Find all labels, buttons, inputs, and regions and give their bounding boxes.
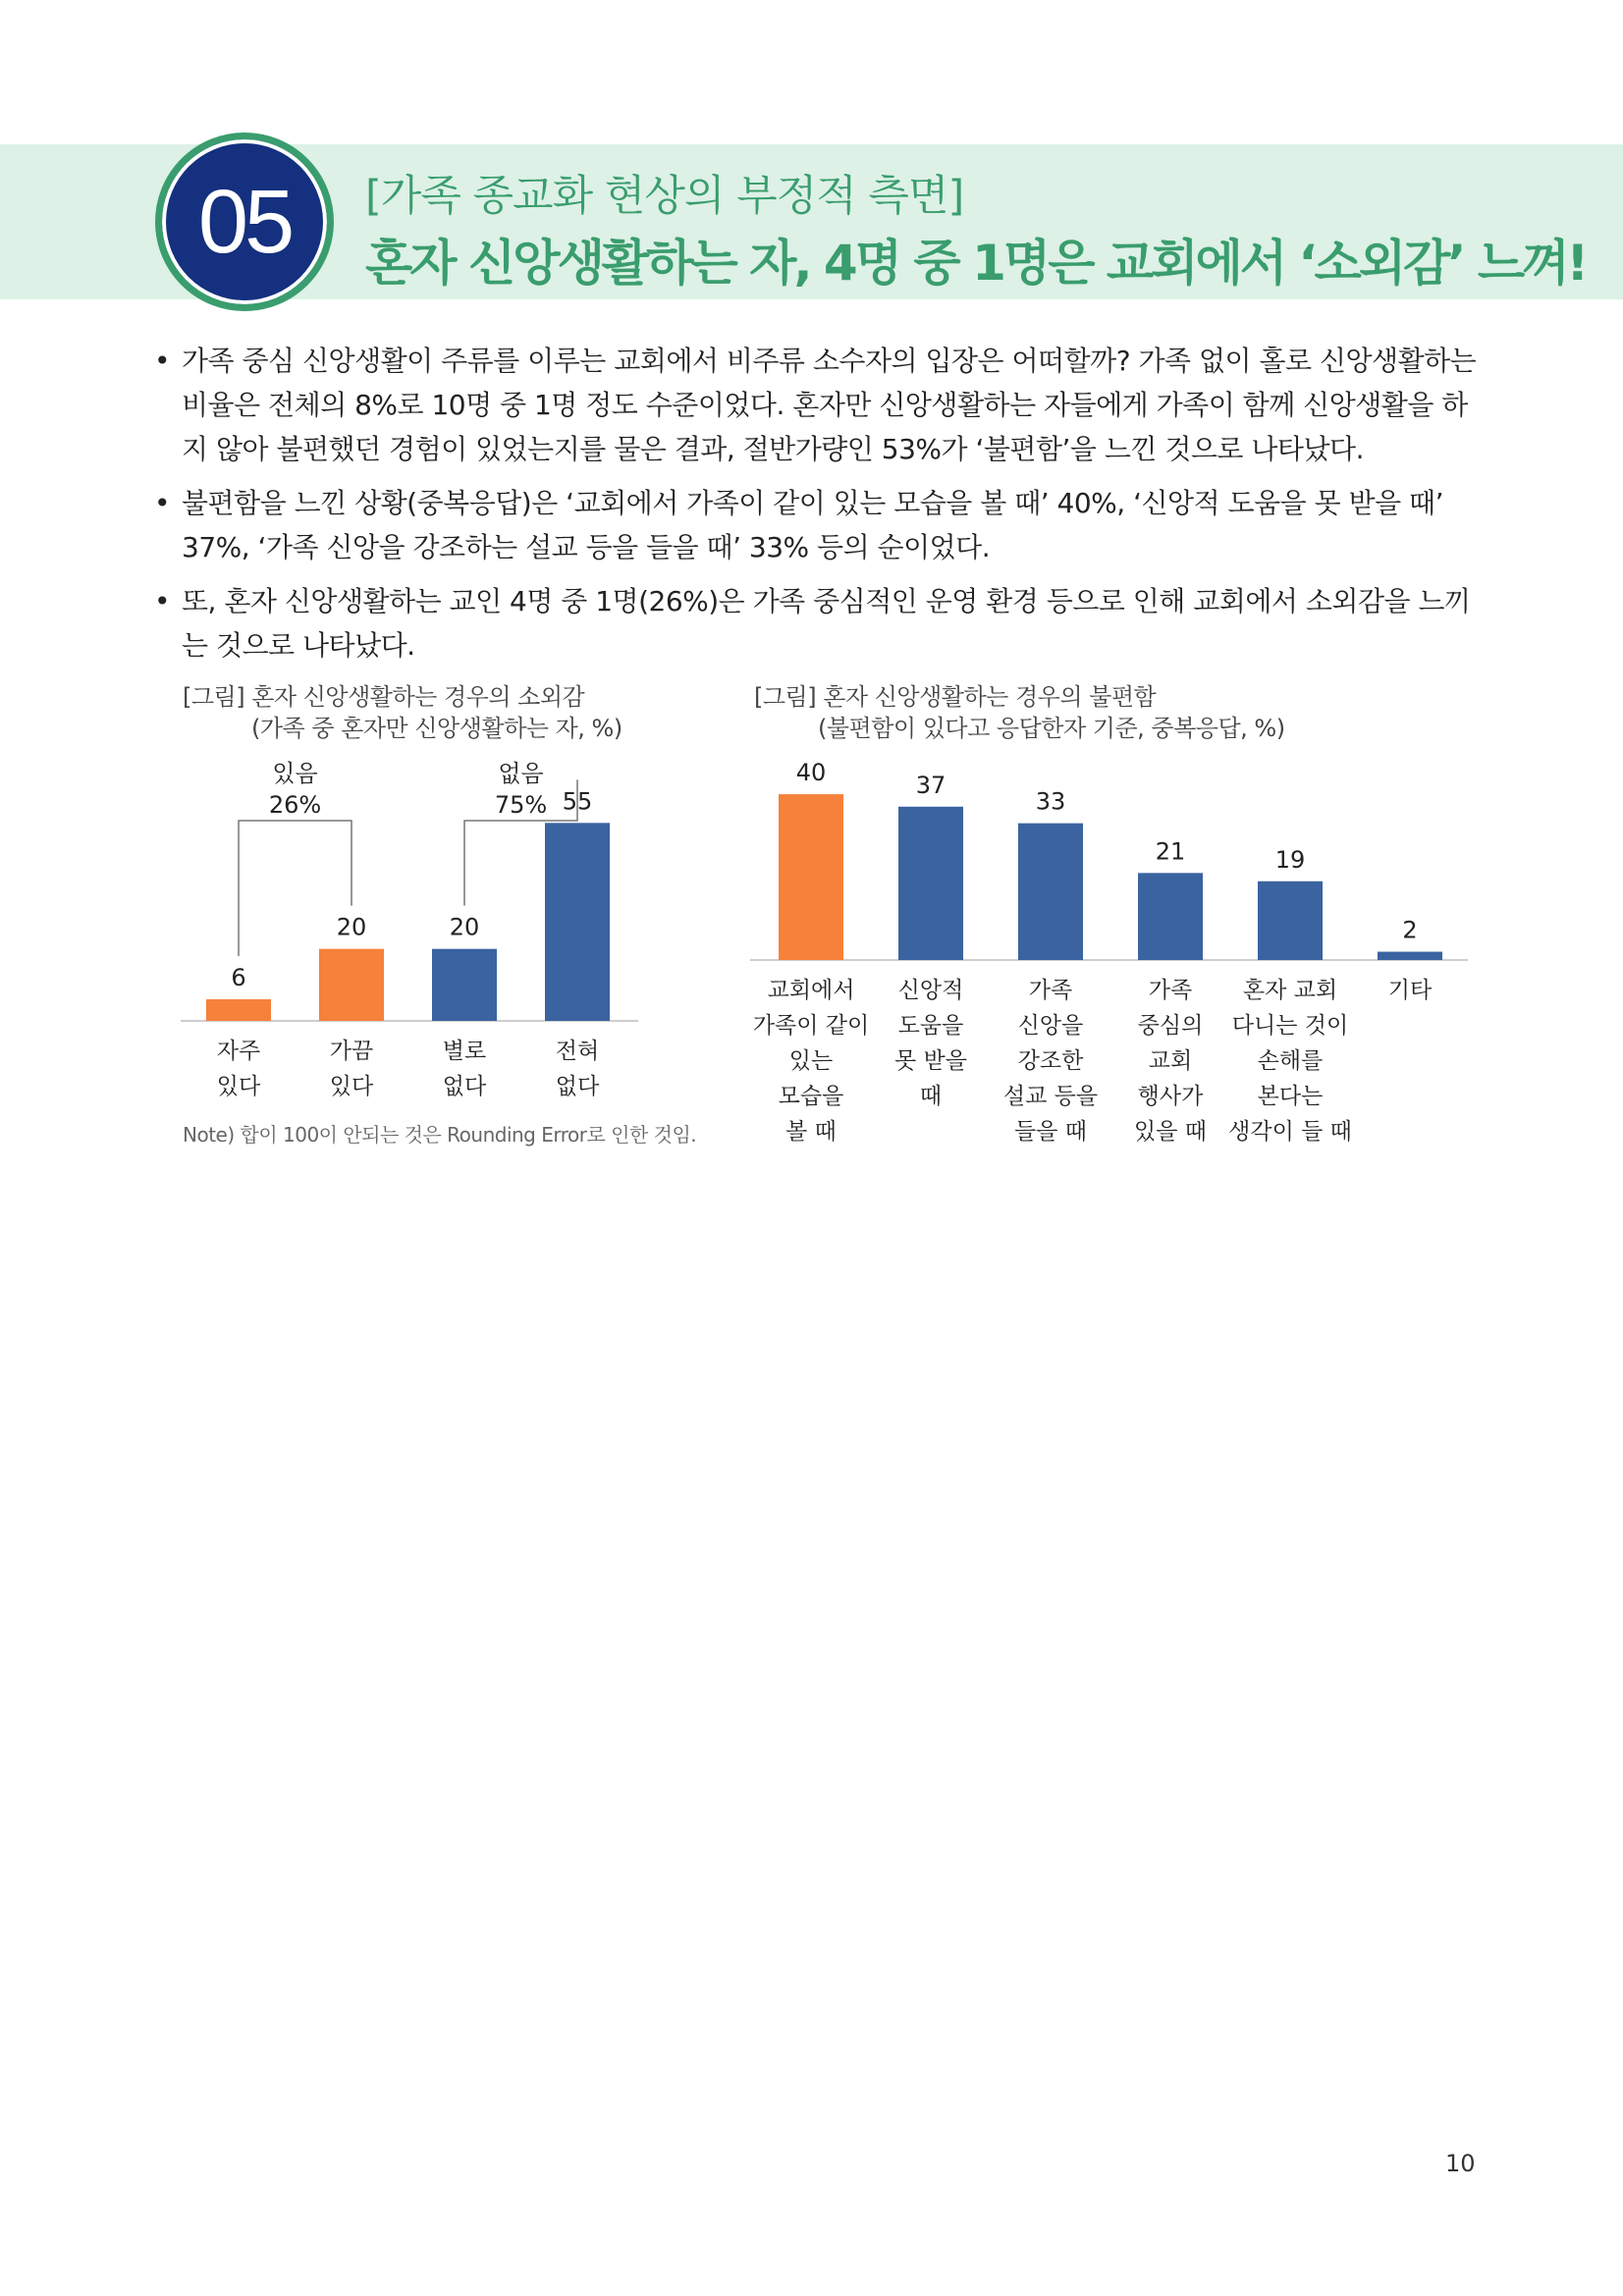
x-tick-label: 설교 등을 <box>1002 1084 1099 1109</box>
x-tick-label: 손해를 <box>1257 1048 1324 1074</box>
data-label: 20 <box>449 913 480 941</box>
chart1-title: [그림] 혼자 신앙생활하는 경우의 소외감 <box>183 683 585 711</box>
group-label: 있음 <box>272 760 318 787</box>
x-tick-label: 자주 <box>216 1039 261 1064</box>
x-tick-label: 없다 <box>555 1074 600 1099</box>
x-tick-label: 가족 <box>1028 978 1073 1003</box>
x-tick-label: 없다 <box>442 1074 487 1099</box>
x-tick-label: 있을 때 <box>1134 1119 1207 1145</box>
x-tick-label: 때 <box>919 1084 943 1109</box>
x-tick-label: 혼자 교회 <box>1242 978 1338 1003</box>
bar <box>319 949 384 1021</box>
page-number: 10 <box>1445 2150 1476 2177</box>
chart1-subtitle: (가족 중 혼자만 신앙생활하는 자, %) <box>251 715 622 742</box>
x-tick-label: 가끔 <box>329 1039 374 1064</box>
group-value: 75% <box>494 791 548 819</box>
bullet-item: • 불편함을 느낀 상황(중복응답)은 ‘교회에서 가족이 같이 있는 모습을 볼 때’ 40%, ‘신앙적 도움을 못 받을 때’ 37%, ‘가족 신앙을 강조하는 설교 등을 들을 때’ 33% 등의 순이었다. <box>154 481 1480 569</box>
data-label: 19 <box>1274 845 1306 874</box>
x-tick-label: 가족이 같이 <box>752 1013 870 1039</box>
bullet-dot-icon: • <box>154 585 171 617</box>
section-subtitle: [가족 종교화 현상의 부정적 측면] <box>365 172 964 221</box>
group-value: 26% <box>268 791 322 819</box>
chart2-subtitle: (불편함이 있다고 응답한자 기준, 중복응답, %) <box>818 715 1285 742</box>
x-tick-label: 신앙적 <box>897 978 964 1003</box>
bullet-dot-icon: • <box>154 487 171 519</box>
chart-isolation <box>177 746 648 1119</box>
chart2-title: [그림] 혼자 신앙생활하는 경우의 불편함 <box>754 683 1157 711</box>
bar <box>206 999 271 1021</box>
section-number-badge <box>155 133 334 311</box>
data-label: 6 <box>231 964 246 991</box>
bullet-list <box>154 339 1480 677</box>
data-label: 37 <box>915 771 947 799</box>
bar <box>898 807 963 960</box>
section-title: 혼자 신앙생활하는 자, 4명 중 1명은 교회에서 ‘소외감’ 느껴! <box>365 235 1587 292</box>
x-tick-label: 생각이 들 때 <box>1228 1119 1352 1145</box>
chart1-note: Note) 합이 100이 안되는 것은 Rounding Error로 인한 것임. <box>183 1123 697 1147</box>
group-label: 없음 <box>498 760 544 787</box>
x-tick-label: 못 받을 <box>894 1048 967 1074</box>
data-label: 40 <box>795 759 827 787</box>
x-tick-label: 모습을 <box>778 1084 844 1109</box>
bar <box>1258 881 1323 960</box>
x-tick-label: 있다 <box>216 1074 261 1099</box>
data-label: 33 <box>1035 787 1066 816</box>
x-tick-label: 도움을 <box>897 1013 964 1039</box>
x-tick-label: 볼 때 <box>785 1119 837 1145</box>
bullet-item: • 또, 혼자 신앙생활하는 교인 4명 중 1명(26%)은 가족 중심적인 운영 환경 등으로 인해 교회에서 소외감을 느끼는 것으로 나타났다. <box>154 579 1480 667</box>
bar <box>1378 952 1442 960</box>
section-number: 05 <box>197 171 292 272</box>
x-tick-label: 다니는 것이 <box>1231 1013 1349 1039</box>
bullet-dot-icon: • <box>154 345 171 377</box>
x-tick-label: 별로 <box>442 1039 487 1064</box>
x-tick-label: 기타 <box>1387 978 1433 1003</box>
bar <box>432 949 497 1021</box>
x-tick-label: 있는 <box>788 1048 834 1074</box>
data-label: 20 <box>336 913 367 941</box>
bullet-item: • 가족 중심 신앙생활이 주류를 이루는 교회에서 비주류 소수자의 입장은 어떠할까? 가족 없이 홀로 신앙생활하는 비율은 전체의 8%로 10명 중 1명 정도 수준이었다. 혼자만 신앙생활하는 자들에게 가족이 함께 신앙생활을 하지 않아 불편했던 경험이 있었는지를 물은 결과, 절반가량인 53%가 ‘불편함’을 느낀 것으로 나타났다. <box>154 339 1480 471</box>
x-tick-label: 본다는 <box>1257 1084 1324 1109</box>
bar <box>779 794 843 960</box>
group-bracket <box>239 821 352 956</box>
x-tick-label: 가족 <box>1148 978 1193 1003</box>
bar <box>1138 873 1203 960</box>
chart-discomfort <box>746 746 1473 1158</box>
x-tick-label: 강조한 <box>1017 1048 1084 1074</box>
x-tick-label: 있다 <box>329 1074 374 1099</box>
bar <box>1018 824 1083 960</box>
x-tick-label: 행사가 <box>1137 1084 1204 1109</box>
x-tick-label: 전혀 <box>555 1039 600 1064</box>
data-label: 2 <box>1402 916 1418 944</box>
x-tick-label: 신앙을 <box>1017 1013 1084 1039</box>
x-tick-label: 교회 <box>1148 1048 1193 1074</box>
x-tick-label: 들을 때 <box>1014 1119 1087 1145</box>
x-tick-label: 교회에서 <box>767 978 855 1003</box>
x-tick-label: 중심의 <box>1137 1013 1204 1039</box>
bar <box>545 823 610 1021</box>
data-label: 21 <box>1155 837 1186 866</box>
data-label: 55 <box>562 787 593 816</box>
